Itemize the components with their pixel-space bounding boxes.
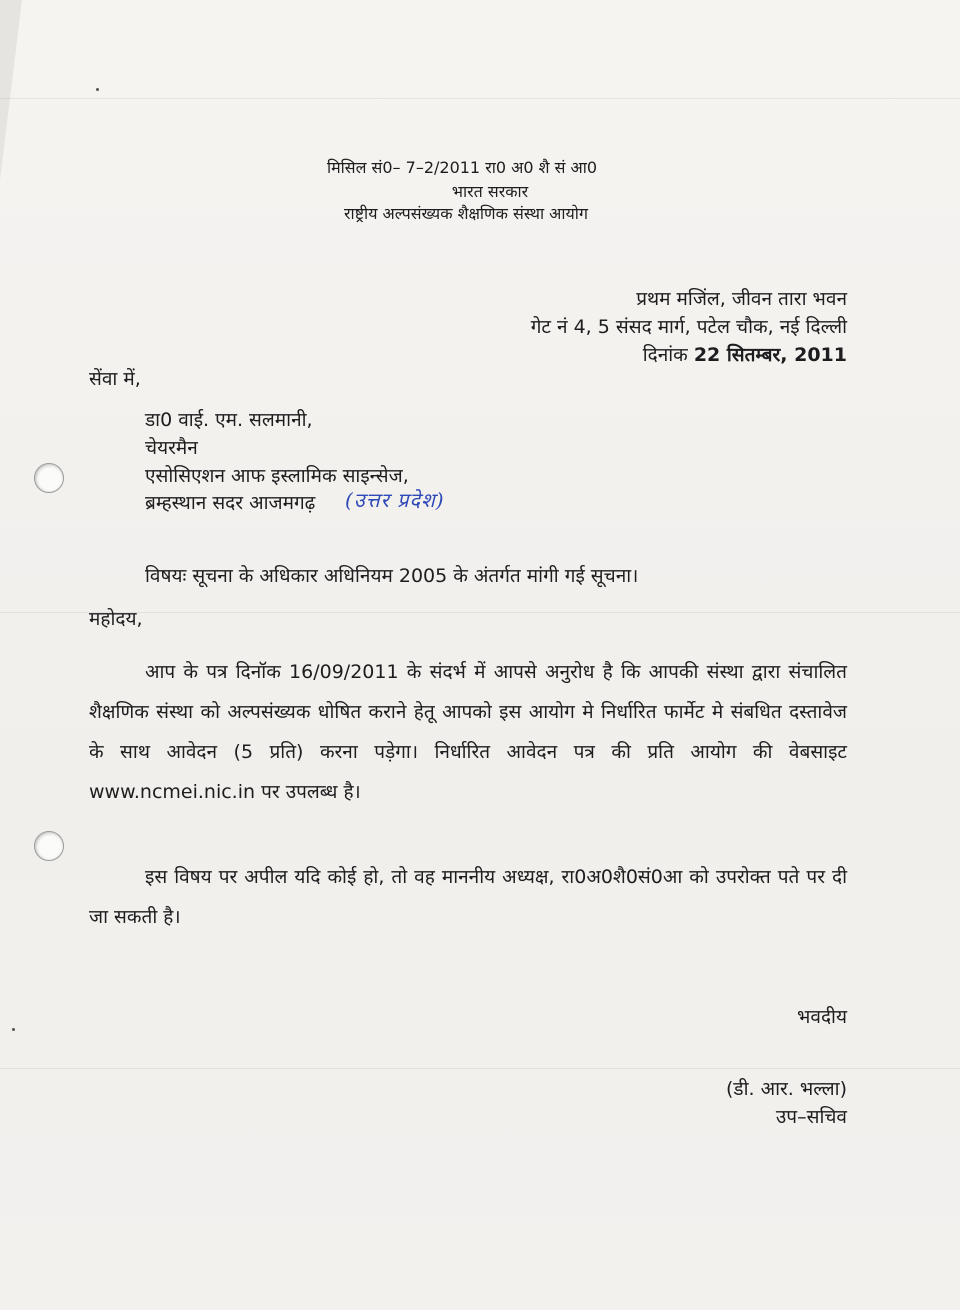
body-paragraph-2: इस विषय पर अपील यदि कोई हो, तो वह माननीय अध्यक्ष, रा0अ0शै0सं0आ को उपरोक्त पते पर दी जा सकती है। (89, 866, 847, 928)
recipient-title: चेयरमैन (145, 437, 198, 459)
paper-crease (0, 98, 960, 99)
date-value: 22 सितम्बर, 2011 (693, 344, 847, 366)
signatory-name: (डी. आर. भल्ला) (726, 1078, 847, 1100)
file-number: मिसिल सं0– 7–2/2011 रा0 अ0 शै सं आ0 (326, 158, 598, 177)
paper-speck (96, 88, 99, 91)
letter-date (643, 341, 847, 367)
salutation-to: सेंवा में, (89, 368, 141, 390)
paper-crease (0, 1068, 960, 1069)
greeting: महोदय, (89, 608, 143, 630)
punch-hole (34, 831, 64, 861)
folded-corner (0, 0, 22, 180)
recipient-org: एसोसिएशन आफ इस्लामिक साइन्सेज, (145, 465, 409, 487)
sign-off: भवदीय (797, 1006, 847, 1028)
signatory-designation: उप–सचिव (775, 1106, 847, 1128)
government-heading: भारत सरकार (451, 182, 529, 201)
recipient-name: डा0 वाई. एम. सलमानी, (145, 409, 313, 431)
body-paragraph-1: आप के पत्र दिनॉक 16/09/2011 के संदर्भ में आपसे अनुरोध है कि आपकी संस्था द्वारा संचालित शैक्षणिक संस्था को अल्पसंख्यक धोषित कराने हेतू आपको इस आयोग मे निर्धारित फार्मेट मे संबधित दस्तावेज के साथ आवेदन (5 प्रति) करना पड़ेगा। निर्धारित आवेदन पत्र की प्रति आयोग की वेबसाइट www.ncmei.nic.in पर उपलब्ध है। (89, 661, 847, 803)
address-line-2: गेट नं 4, 5 संसद मार्ग, पटेल चौक, नई दिल्ली (530, 316, 847, 338)
letter-subject: विषयः सूचना के अधिकार अधिनियम 2005 के अंतर्गत मांगी गई सूचना। (145, 565, 639, 587)
handwritten-state-note: (उत्तर प्रदेश) (345, 488, 445, 512)
paper-crease (0, 612, 960, 613)
date-prefix: दिनांक (642, 344, 688, 366)
paper-speck (12, 1028, 15, 1031)
recipient-place: ब्रम्हस्थान सदर आजमगढ़ (145, 492, 316, 514)
commission-heading: राष्ट्रीय अल्पसंख्यक शैक्षणिक संस्था आयोग (344, 204, 588, 223)
punch-hole (34, 463, 64, 493)
address-line-1: प्रथम मजिंल, जीवन तारा भवन (636, 288, 847, 310)
